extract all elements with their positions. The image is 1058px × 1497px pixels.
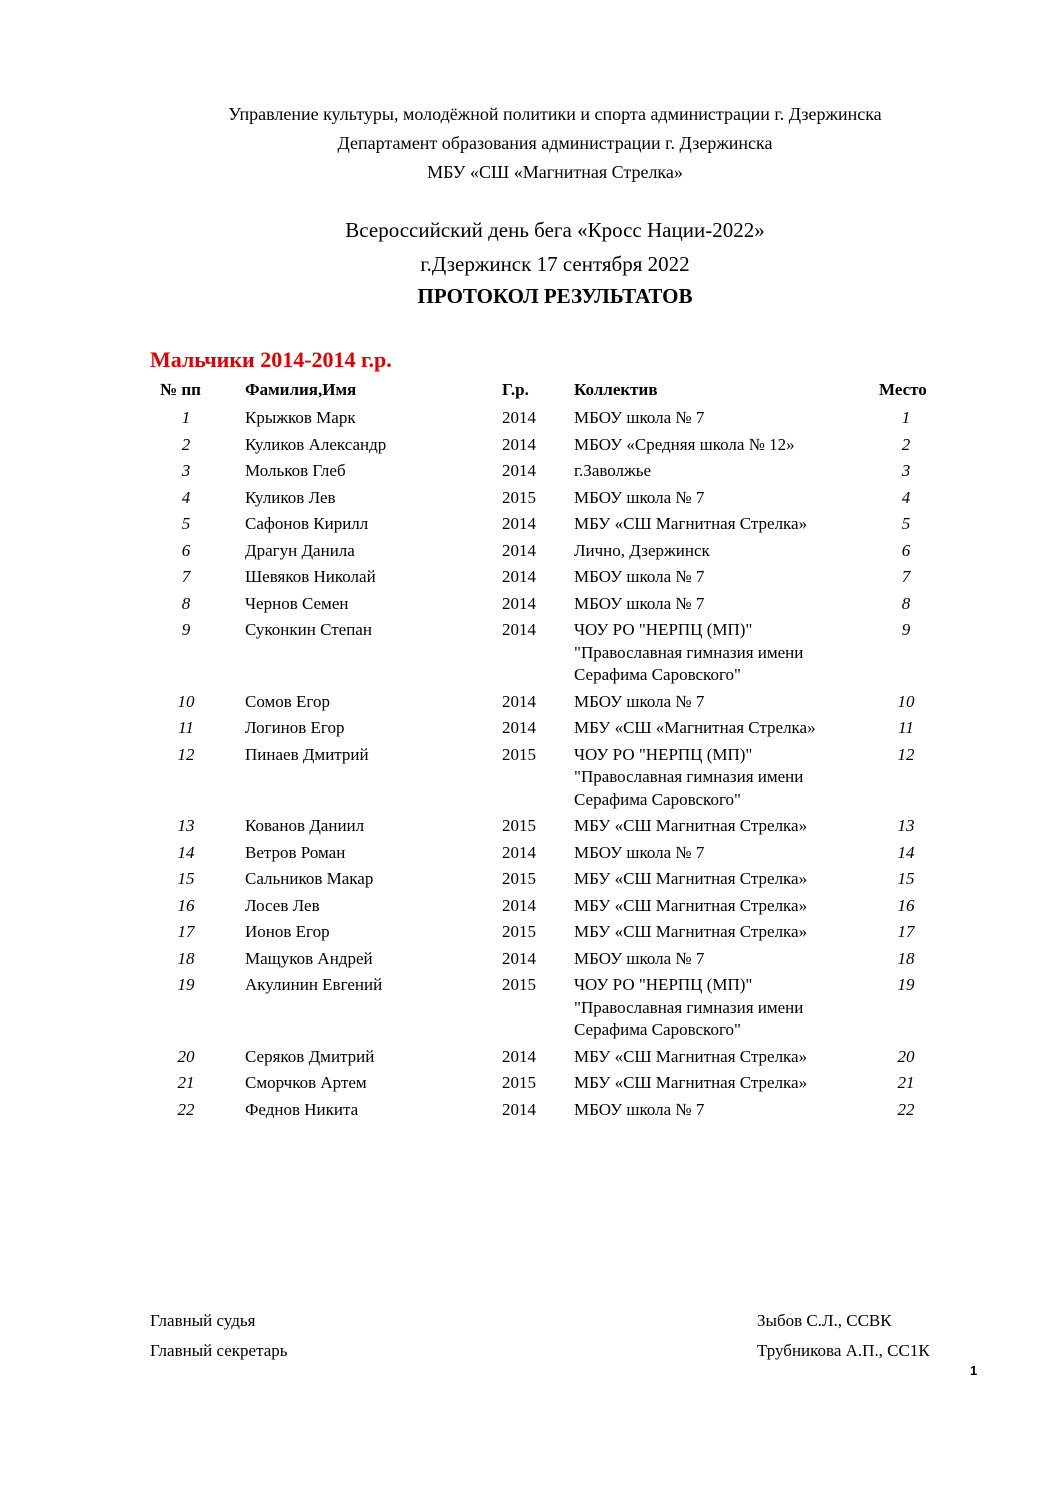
cell-num: 2	[181, 434, 191, 454]
header-place: Место	[879, 380, 927, 399]
header-num: № пп	[160, 380, 201, 399]
cell-num: 18	[177, 948, 195, 968]
table-row	[0, 742, 1058, 814]
cell-year: 2014	[502, 434, 536, 454]
cell-num: 13	[177, 816, 195, 835]
cell-place: 8	[901, 593, 911, 613]
table-row	[0, 866, 1058, 893]
cell-place: 1	[901, 408, 911, 427]
cell-name: Сморчков Артем	[245, 1073, 367, 1092]
cell-place: 18	[897, 948, 915, 968]
cell-num: 14	[177, 842, 195, 862]
table-row	[0, 432, 1058, 459]
cell-name: Крыжков Марк	[245, 408, 356, 427]
table-row	[0, 813, 1058, 840]
results-table-body	[0, 405, 1058, 1123]
cell-name: Мольков Глеб	[245, 461, 346, 480]
header-team: Коллектив	[574, 380, 658, 399]
header-name: Фамилия,Имя	[245, 380, 357, 399]
cell-year: 2014	[502, 718, 536, 737]
cell-name: Куликов Лев	[245, 487, 336, 507]
cell-year: 2014	[502, 567, 536, 586]
cell-num: 12	[177, 744, 195, 764]
table-row	[0, 591, 1058, 618]
table-row	[0, 405, 1058, 432]
cell-place: 9	[901, 620, 911, 639]
cell-place: 3	[901, 461, 911, 480]
cell-year: 2015	[502, 975, 536, 994]
organization-line-2: Департамент образования администрации г. Дзержинска	[337, 133, 773, 153]
cell-team: МБОУ школа № 7	[574, 691, 705, 711]
table-header	[0, 380, 1058, 404]
cell-year: 2014	[502, 1099, 536, 1119]
cell-year: 2014	[502, 461, 536, 480]
cell-name: Сальников Макар	[245, 869, 374, 888]
protocol-title: ПРОТОКОЛ РЕЗУЛЬТАТОВ	[417, 284, 693, 308]
cell-name: Сомов Егор	[245, 691, 330, 711]
cell-num: 7	[181, 567, 191, 586]
chief-secretary-name: Трубникова А.П., СС1К	[757, 1341, 930, 1360]
cell-name: Драгун Данила	[245, 540, 355, 560]
cell-team: МБОУ школа № 7	[574, 948, 705, 968]
cell-name: Шевяков Николай	[245, 567, 376, 586]
cell-place: 4	[901, 487, 911, 507]
table-row	[0, 538, 1058, 565]
cell-place: 6	[901, 540, 911, 560]
cell-name: Сафонов Кирилл	[245, 514, 369, 533]
cell-team: МБОУ «Средняя школа № 12»	[574, 434, 795, 454]
cell-team: МБОУ школа № 7	[574, 1099, 705, 1119]
header-year: Г.р.	[502, 380, 529, 399]
cell-name: Чернов Семен	[245, 593, 349, 613]
cell-num: 3	[181, 461, 191, 480]
table-row	[0, 689, 1058, 716]
cell-num: 11	[178, 718, 194, 737]
table-row	[0, 919, 1058, 946]
cell-num: 5	[181, 514, 191, 533]
cell-place: 5	[901, 514, 911, 533]
cell-team: МБУ «СШ «Магнитная Стрелка»	[574, 718, 816, 737]
table-row	[0, 946, 1058, 973]
cell-year: 2014	[502, 842, 536, 862]
chief-secretary-label: Главный секретарь	[150, 1341, 288, 1360]
cell-num: 4	[181, 487, 191, 507]
chief-judge-label: Главный судья	[150, 1311, 256, 1330]
cell-place: 20	[897, 1046, 915, 1066]
table-row	[0, 715, 1058, 742]
cell-team: МБУ «СШ Магнитная Стрелка»	[574, 869, 808, 888]
cell-name: Куликов Александр	[245, 434, 387, 454]
organization-line-1: Управление культуры, молодёжной политики и спорта администрации г. Дзержинска	[228, 104, 882, 124]
table-row	[0, 1044, 1058, 1071]
cell-team: МБОУ школа № 7	[574, 487, 705, 507]
cell-team: МБУ «СШ Магнитная Стрелка»	[574, 1073, 808, 1092]
cell-year: 2015	[502, 487, 536, 507]
cell-name: Ионов Егор	[245, 922, 330, 941]
cell-team: МБУ «СШ Магнитная Стрелка»	[574, 514, 808, 533]
cell-name: Логинов Егор	[245, 718, 345, 737]
group-title: Мальчики 2014-2014 г.р.	[150, 347, 392, 372]
cell-num: 10	[177, 691, 195, 711]
cell-team: г.Заволжье	[574, 461, 652, 480]
table-row	[0, 972, 1058, 1044]
cell-place: 10	[897, 691, 915, 711]
cell-team: ЧОУ РО "НЕРПЦ (МП)" "Православная гимназия имени Серафима Саровского"	[574, 975, 804, 1039]
cell-team: МБОУ школа № 7	[574, 842, 705, 862]
cell-year: 2015	[502, 869, 536, 888]
cell-name: Акулинин Евгений	[245, 975, 383, 994]
cell-place: 17	[897, 922, 915, 941]
cell-year: 2014	[502, 540, 536, 560]
cell-team: МБУ «СШ Магнитная Стрелка»	[574, 816, 808, 835]
cell-name: Мащуков Андрей	[245, 948, 373, 968]
cell-place: 19	[897, 975, 915, 994]
cell-num: 1	[181, 408, 191, 427]
cell-team: МБОУ школа № 7	[574, 567, 705, 586]
cell-team: МБОУ школа № 7	[574, 593, 705, 613]
cell-year: 2014	[502, 895, 536, 915]
cell-num: 8	[181, 593, 191, 613]
cell-num: 17	[177, 922, 195, 941]
cell-year: 2014	[502, 691, 536, 711]
table-row	[0, 1097, 1058, 1124]
cell-name: Суконкин Степан	[245, 620, 372, 639]
page-number: 1	[970, 1363, 978, 1378]
cell-place: 16	[897, 895, 915, 915]
cell-num: 9	[181, 620, 191, 639]
cell-year: 2015	[502, 1073, 536, 1092]
cell-team: Лично, Дзержинск	[574, 540, 710, 560]
cell-name: Ветров Роман	[245, 842, 346, 862]
cell-place: 15	[897, 869, 915, 888]
cell-name: Серяков Дмитрий	[245, 1046, 375, 1066]
event-title: Всероссийский день бега «Кросс Нации-2022»	[345, 218, 765, 242]
cell-year: 2014	[502, 408, 536, 427]
cell-place: 22	[897, 1099, 915, 1119]
cell-place: 12	[897, 744, 915, 764]
table-row	[0, 511, 1058, 538]
cell-num: 16	[177, 895, 195, 915]
cell-year: 2014	[502, 514, 536, 533]
cell-name: Феднов Никита	[245, 1099, 359, 1119]
cell-team: ЧОУ РО "НЕРПЦ (МП)" "Православная гимназия имени Серафима Саровского"	[574, 744, 804, 809]
table-row	[0, 617, 1058, 689]
cell-team: МБУ «СШ Магнитная Стрелка»	[574, 895, 808, 915]
cell-year: 2014	[502, 620, 536, 639]
event-place-date: г.Дзержинск 17 сентября 2022	[420, 252, 690, 276]
cell-num: 15	[177, 869, 195, 888]
table-row	[0, 893, 1058, 920]
table-row	[0, 564, 1058, 591]
table-row	[0, 840, 1058, 867]
cell-name: Кованов Даниил	[245, 816, 365, 835]
cell-name: Пинаев Дмитрий	[245, 744, 369, 764]
table-row	[0, 1070, 1058, 1097]
cell-name: Лосев Лев	[245, 895, 320, 915]
chief-judge-name: Зыбов С.Л., ССВК	[757, 1311, 892, 1330]
cell-place: 21	[897, 1073, 915, 1092]
cell-num: 21	[177, 1073, 195, 1092]
cell-year: 2014	[502, 948, 536, 968]
cell-year: 2014	[502, 593, 536, 613]
cell-num: 20	[177, 1046, 195, 1066]
cell-year: 2015	[502, 816, 536, 835]
cell-year: 2014	[502, 1046, 536, 1066]
cell-num: 19	[177, 975, 195, 994]
cell-place: 2	[901, 434, 911, 454]
cell-year: 2015	[502, 744, 536, 764]
cell-year: 2015	[502, 922, 536, 941]
cell-team: МБОУ школа № 7	[574, 408, 705, 427]
cell-place: 11	[898, 718, 914, 737]
table-row	[0, 458, 1058, 485]
organization-line-3: МБУ «СШ «Магнитная Стрелка»	[427, 162, 683, 182]
cell-place: 13	[897, 816, 915, 835]
cell-num: 22	[177, 1099, 195, 1119]
cell-place: 7	[901, 567, 911, 586]
table-row	[0, 485, 1058, 512]
cell-team: МБУ «СШ Магнитная Стрелка»	[574, 1046, 808, 1066]
cell-team: ЧОУ РО "НЕРПЦ (МП)" "Православная гимназия имени Серафима Саровского"	[574, 620, 804, 684]
cell-team: МБУ «СШ Магнитная Стрелка»	[574, 922, 808, 941]
cell-num: 6	[181, 540, 191, 560]
cell-place: 14	[897, 842, 915, 862]
